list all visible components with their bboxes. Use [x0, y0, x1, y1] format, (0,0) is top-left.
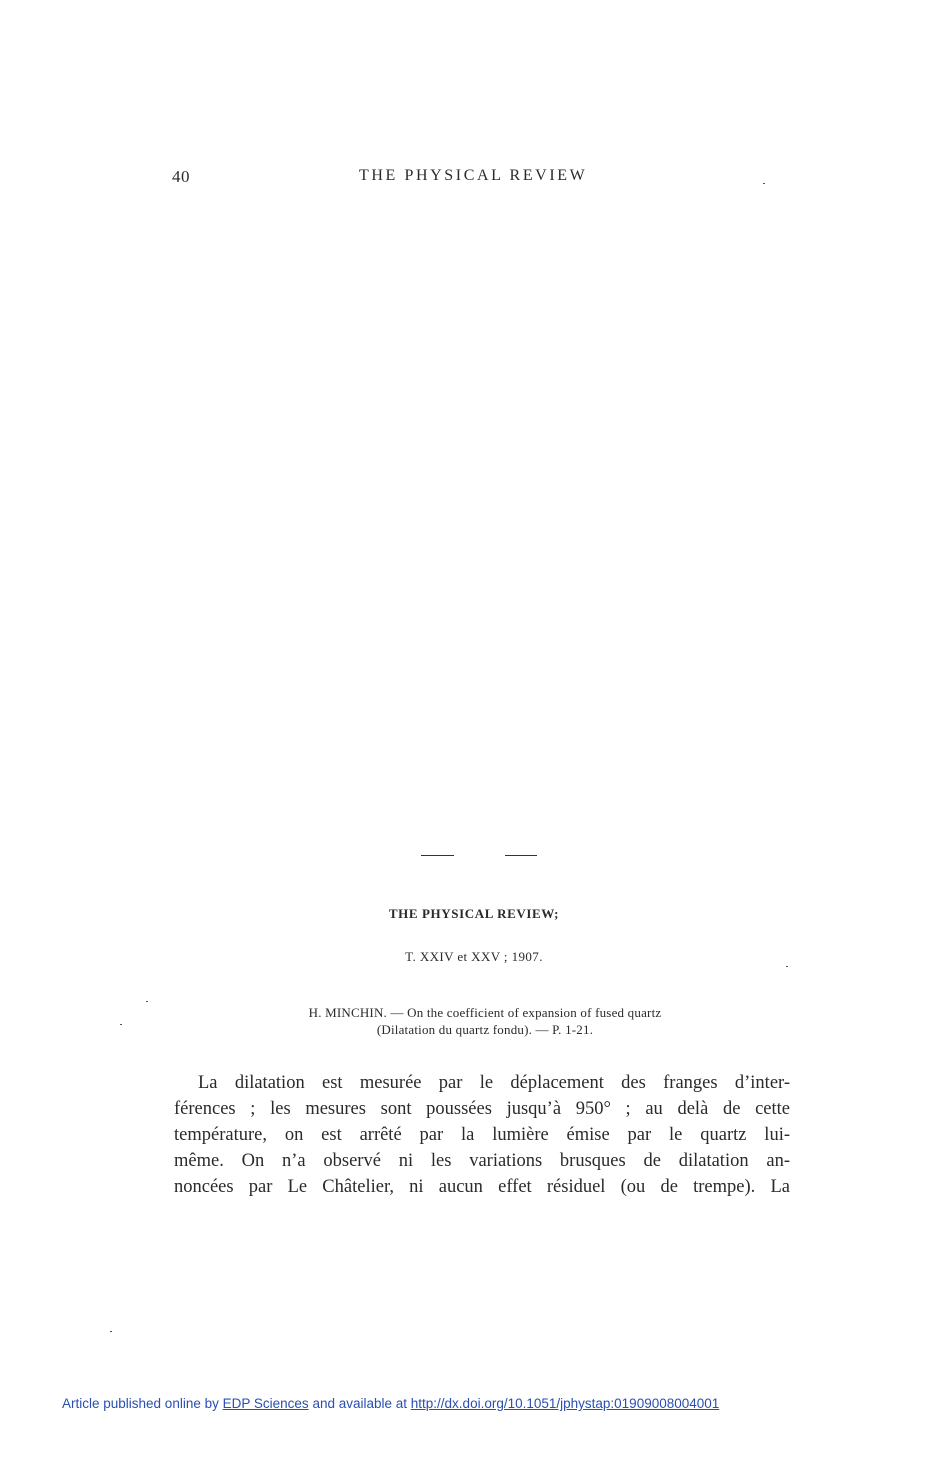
body-paragraph: [174, 1070, 790, 1200]
article-citation: [220, 1004, 750, 1038]
doi-link[interactable]: http://dx.doi.org/10.1051/jphystap:01909008004001: [410, 1396, 720, 1411]
footer-prefix: Article published online by: [62, 1396, 219, 1411]
section-title: THE PHYSICAL REVIEW;: [388, 906, 560, 921]
article-citation-line: (Dilatation du quartz fondu). — P. 1-21.: [376, 1022, 594, 1037]
footer-middle: and available at: [312, 1396, 408, 1411]
body-line: température, on est arrêté par la lumière émise par le quartz lui-: [174, 1125, 790, 1145]
separator-rule-left: [421, 855, 454, 856]
print-speck: [763, 183, 765, 184]
print-speck: [110, 1331, 112, 1332]
separator-rule-right: [505, 855, 537, 856]
print-speck: [786, 966, 788, 967]
article-citation-line: H. MINCHIN. — On the coefficient of expansion of fused quartz: [308, 1005, 662, 1020]
body-line: férences ; les mesures sont poussées jusqu’à 950° ; au delà de cette: [174, 1099, 790, 1119]
publication-footer: [62, 1396, 719, 1411]
page-number: 40: [172, 167, 190, 186]
body-line: La dilatation est mesurée par le déplacement des franges d’inter-: [198, 1073, 790, 1093]
volume-line: T. XXIV et XXV ; 1907.: [405, 949, 543, 964]
print-speck: [146, 1001, 148, 1002]
publisher-link[interactable]: EDP Sciences: [222, 1396, 309, 1411]
body-line: noncées par Le Châtelier, ni aucun effet résiduel (ou de trempe). La: [174, 1177, 790, 1197]
body-line: même. On n’a observé ni les variations brusques de dilatation an-: [174, 1151, 790, 1171]
running-head: THE PHYSICAL REVIEW: [359, 167, 588, 184]
print-speck: [120, 1024, 122, 1025]
